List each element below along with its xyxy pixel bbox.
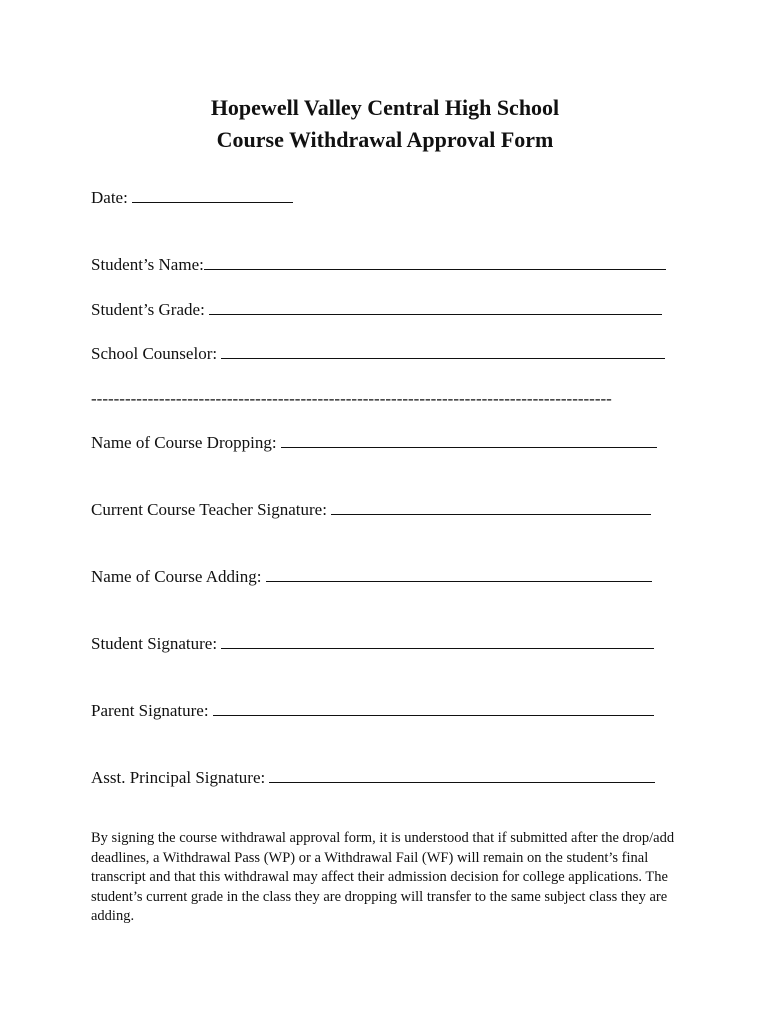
date-label: Date:: [91, 188, 133, 207]
course-adding-line[interactable]: [266, 566, 652, 582]
school-name: Hopewell Valley Central High School: [210, 95, 560, 120]
parent-signature-line[interactable]: [213, 700, 654, 716]
principal-signature-field: [91, 767, 655, 789]
form-title: Course Withdrawal Approval Form: [216, 127, 554, 152]
date-line[interactable]: [132, 187, 293, 203]
school-counselor-field: [91, 343, 665, 365]
teacher-signature-field: [91, 499, 651, 521]
course-adding-label: Name of Course Adding:: [91, 567, 266, 586]
withdrawal-notice: By signing the course withdrawal approval form, it is understood that if submitted after the drop/add deadlines, a Withdrawal Pass (WP) or a Withdrawal Fail (WF) will remain on the student’s final transcript and that this withdrawal may affect their admission decision for college applications. The student’s current grade in the class they are dropping will transfer to the same subject class they are adding.: [91, 830, 675, 924]
course-dropping-label: Name of Course Dropping:: [91, 433, 281, 452]
teacher-signature-label: Current Course Teacher Signature:: [91, 500, 332, 519]
course-adding-field: [91, 566, 652, 588]
course-dropping-field: [91, 432, 657, 454]
principal-signature-label: Asst. Principal Signature:: [91, 768, 270, 787]
school-counselor-line[interactable]: [221, 343, 665, 359]
teacher-signature-line[interactable]: [331, 499, 651, 515]
student-signature-label: Student Signature:: [91, 634, 222, 653]
student-name-field: [91, 254, 666, 276]
student-grade-line[interactable]: [209, 299, 662, 315]
parent-signature-label: Parent Signature:: [91, 701, 213, 720]
student-name-label: Student’s Name:: [91, 255, 204, 274]
date-field: [91, 187, 293, 209]
student-grade-label: Student’s Grade:: [91, 300, 210, 319]
principal-signature-line[interactable]: [269, 767, 655, 783]
course-dropping-line[interactable]: [281, 432, 657, 448]
parent-signature-field: [91, 700, 654, 722]
student-signature-field: [91, 633, 654, 655]
student-grade-field: [91, 299, 662, 321]
section-divider: --------------------------------------------------------------------------------------------: [91, 389, 612, 408]
student-name-line[interactable]: [204, 254, 666, 270]
student-signature-line[interactable]: [221, 633, 654, 649]
school-counselor-label: School Counselor:: [91, 344, 222, 363]
